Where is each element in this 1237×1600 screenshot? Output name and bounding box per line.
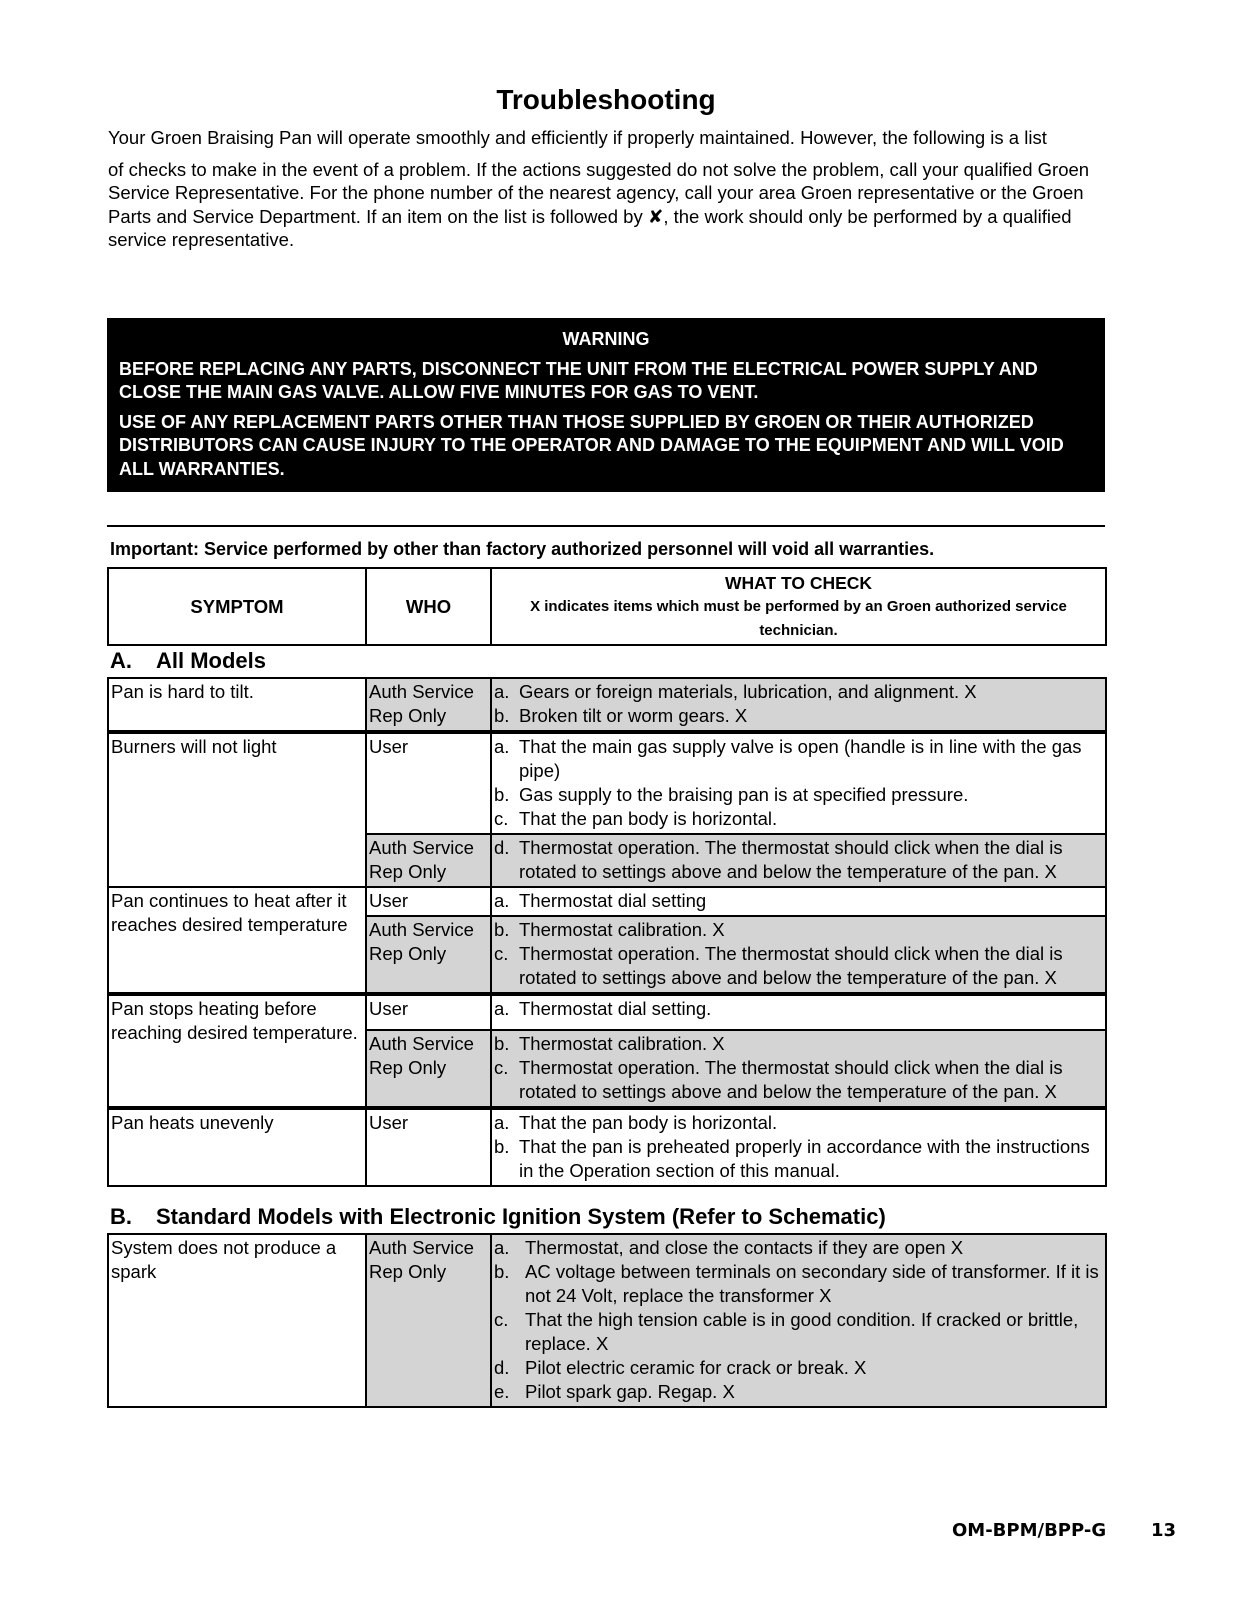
checks-cell	[491, 732, 1106, 834]
check-item: c. Thermostat operation. The thermostat should click when the dial is rotated to settings above and below the temperature of the pan. X	[494, 943, 1063, 988]
important-notice: Important: Service performed by other than factory authorized personnel will void all warranties.	[110, 539, 935, 559]
table-row	[108, 1234, 1106, 1407]
who-text: User	[369, 998, 409, 1019]
intro-paragraph-1: Your Groen Braising Pan will operate smoothly and efficiently if properly maintained. However, the following is a list	[108, 127, 1047, 148]
check-item: b. Thermostat calibration. X	[494, 1033, 725, 1054]
checks-cell	[491, 1108, 1106, 1186]
checks-cell	[491, 994, 1106, 1030]
table-row	[108, 994, 1106, 1030]
check-item: c. Thermostat operation. The thermostat should click when the dial is rotated to settings above and below the temperature of the pan. X	[494, 1057, 1063, 1102]
symptom-cell: Burners will not light	[108, 732, 366, 887]
who-text: Auth Service	[369, 919, 474, 940]
table-row	[108, 678, 1106, 732]
check-item: c. That the high tension cable is in good condition. If cracked or brittle, replace. X	[494, 1309, 1079, 1354]
what-to-check-note: X indicates items which must be performed by an Groen authorized service technician.	[530, 597, 1067, 639]
check-item: b. Gas supply to the braising pan is at specified pressure.	[494, 784, 969, 805]
who-cell	[366, 732, 491, 834]
section-letter: A.	[110, 648, 132, 673]
who-text: User	[369, 890, 409, 911]
check-item: b. Thermostat calibration. X	[494, 919, 725, 940]
who-text: Auth Service	[369, 681, 474, 702]
symptom-cell: Pan continues to heat after it reaches desired temperature	[108, 887, 366, 994]
divider	[107, 525, 1105, 527]
page-title: Troubleshooting	[496, 84, 716, 115]
table-row	[108, 887, 1106, 916]
check-item: a. Thermostat dial setting.	[494, 998, 712, 1019]
section-heading-all-models	[110, 648, 266, 674]
check-item: b. Broken tilt or worm gears. X	[494, 705, 748, 726]
table-row	[108, 1108, 1106, 1186]
page-number: 13	[1151, 1520, 1177, 1541]
symptom-cell: Pan is hard to tilt.	[108, 678, 366, 732]
check-item: a. That the main gas supply valve is open (handle is in line with the gas pipe)	[494, 736, 1082, 781]
intro-text	[108, 126, 1106, 252]
check-item: e. Pilot spark gap. Regap. X	[494, 1381, 735, 1402]
who-text: Rep Only	[369, 705, 447, 726]
who-cell	[366, 994, 491, 1030]
check-item: a. Gears or foreign materials, lubrication, and alignment. X	[494, 681, 977, 702]
who-cell	[366, 678, 491, 732]
who-cell	[366, 916, 491, 994]
who-cell	[366, 1030, 491, 1108]
what-to-check-title: WHAT TO CHECK	[724, 572, 873, 593]
who-text: Rep Only	[369, 1057, 447, 1078]
check-item: c. That the pan body is horizontal.	[494, 808, 778, 829]
check-item: a. That the pan body is horizontal.	[494, 1112, 778, 1133]
section-letter: B.	[110, 1204, 132, 1229]
who-cell	[366, 834, 491, 887]
who-text: Auth Service	[369, 1033, 474, 1054]
troubleshooting-table-electronic-ignition	[107, 1233, 1107, 1408]
who-text: Auth Service	[369, 837, 474, 858]
who-cell	[366, 887, 491, 916]
table-row	[108, 732, 1106, 834]
check-item: b. That the pan is preheated properly in accordance with the instructions in the Operation section of this manual.	[494, 1136, 1090, 1181]
who-text: Rep Only	[369, 943, 447, 964]
check-item: d. Thermostat operation. The thermostat should click when the dial is rotated to settings above and below the temperature of the pan. X	[494, 837, 1063, 882]
column-header-who: WHO	[366, 568, 491, 645]
who-text: User	[369, 736, 409, 757]
who-text: Rep Only	[369, 861, 447, 882]
who-text: User	[369, 1112, 409, 1133]
who-cell	[366, 1108, 491, 1186]
warning-box	[107, 318, 1105, 492]
warning-text-disconnect: BEFORE REPLACING ANY PARTS, DISCONNECT THE UNIT FROM THE ELECTRICAL POWER SUPPLY AND CLOSE THE MAIN GAS VALVE. ALLOW FIVE MINUTES FOR GAS TO VENT.	[119, 358, 1038, 402]
column-header-symptom: SYMPTOM	[108, 568, 366, 645]
troubleshooting-table-all-models	[107, 677, 1107, 1187]
document-code: OM-BPM/BPP-G	[952, 1520, 1107, 1541]
checks-cell	[491, 916, 1106, 994]
check-item: a. Thermostat dial setting	[494, 890, 707, 911]
checks-cell	[491, 1234, 1106, 1407]
section-title: Standard Models with Electronic Ignition System (Refer to Schematic)	[156, 1204, 886, 1229]
column-header-what-to-check	[491, 568, 1106, 645]
table-header	[107, 567, 1107, 646]
symptom-cell: Pan heats unevenly	[108, 1108, 366, 1186]
checks-cell	[491, 887, 1106, 916]
symptom-cell: Pan stops heating before reaching desired temperature.	[108, 994, 366, 1108]
symptom-cell: System does not produce a spark	[108, 1234, 366, 1407]
check-item: d. Pilot electric ceramic for crack or break. X	[494, 1357, 867, 1378]
section-heading-electronic-ignition	[110, 1204, 886, 1230]
who-text: Rep Only	[369, 1261, 447, 1282]
checks-cell	[491, 1030, 1106, 1108]
check-item: b. AC voltage between terminals on secondary side of transformer. If it is not 24 Volt, replace the transformer X	[494, 1261, 1099, 1306]
intro-paragraph-2: of checks to make in the event of a problem. If the actions suggested do not solve the problem, call your qualified Groen Service Representative. For the phone number of the nearest agency, call your area Groen representative or the Groen Parts and Service Department. If an item on the list is followed by ✘, the work should only be performed by a qualified service representative.	[108, 158, 1090, 250]
warning-text-parts: USE OF ANY REPLACEMENT PARTS OTHER THAN THOSE SUPPLIED BY GROEN OR THEIR AUTHORIZED DISTRIBUTORS CAN CAUSE INJURY TO THE OPERATOR AND DAMAGE TO THE EQUIPMENT AND WILL VOID ALL WARRANTIES.	[119, 411, 1064, 479]
warning-title: WARNING	[562, 329, 650, 349]
check-item: a. Thermostat, and close the contacts if they are open X	[494, 1237, 964, 1258]
checks-cell	[491, 834, 1106, 887]
checks-cell	[491, 678, 1106, 732]
who-cell	[366, 1234, 491, 1407]
who-text: Auth Service	[369, 1237, 474, 1258]
section-title: All Models	[156, 648, 267, 673]
